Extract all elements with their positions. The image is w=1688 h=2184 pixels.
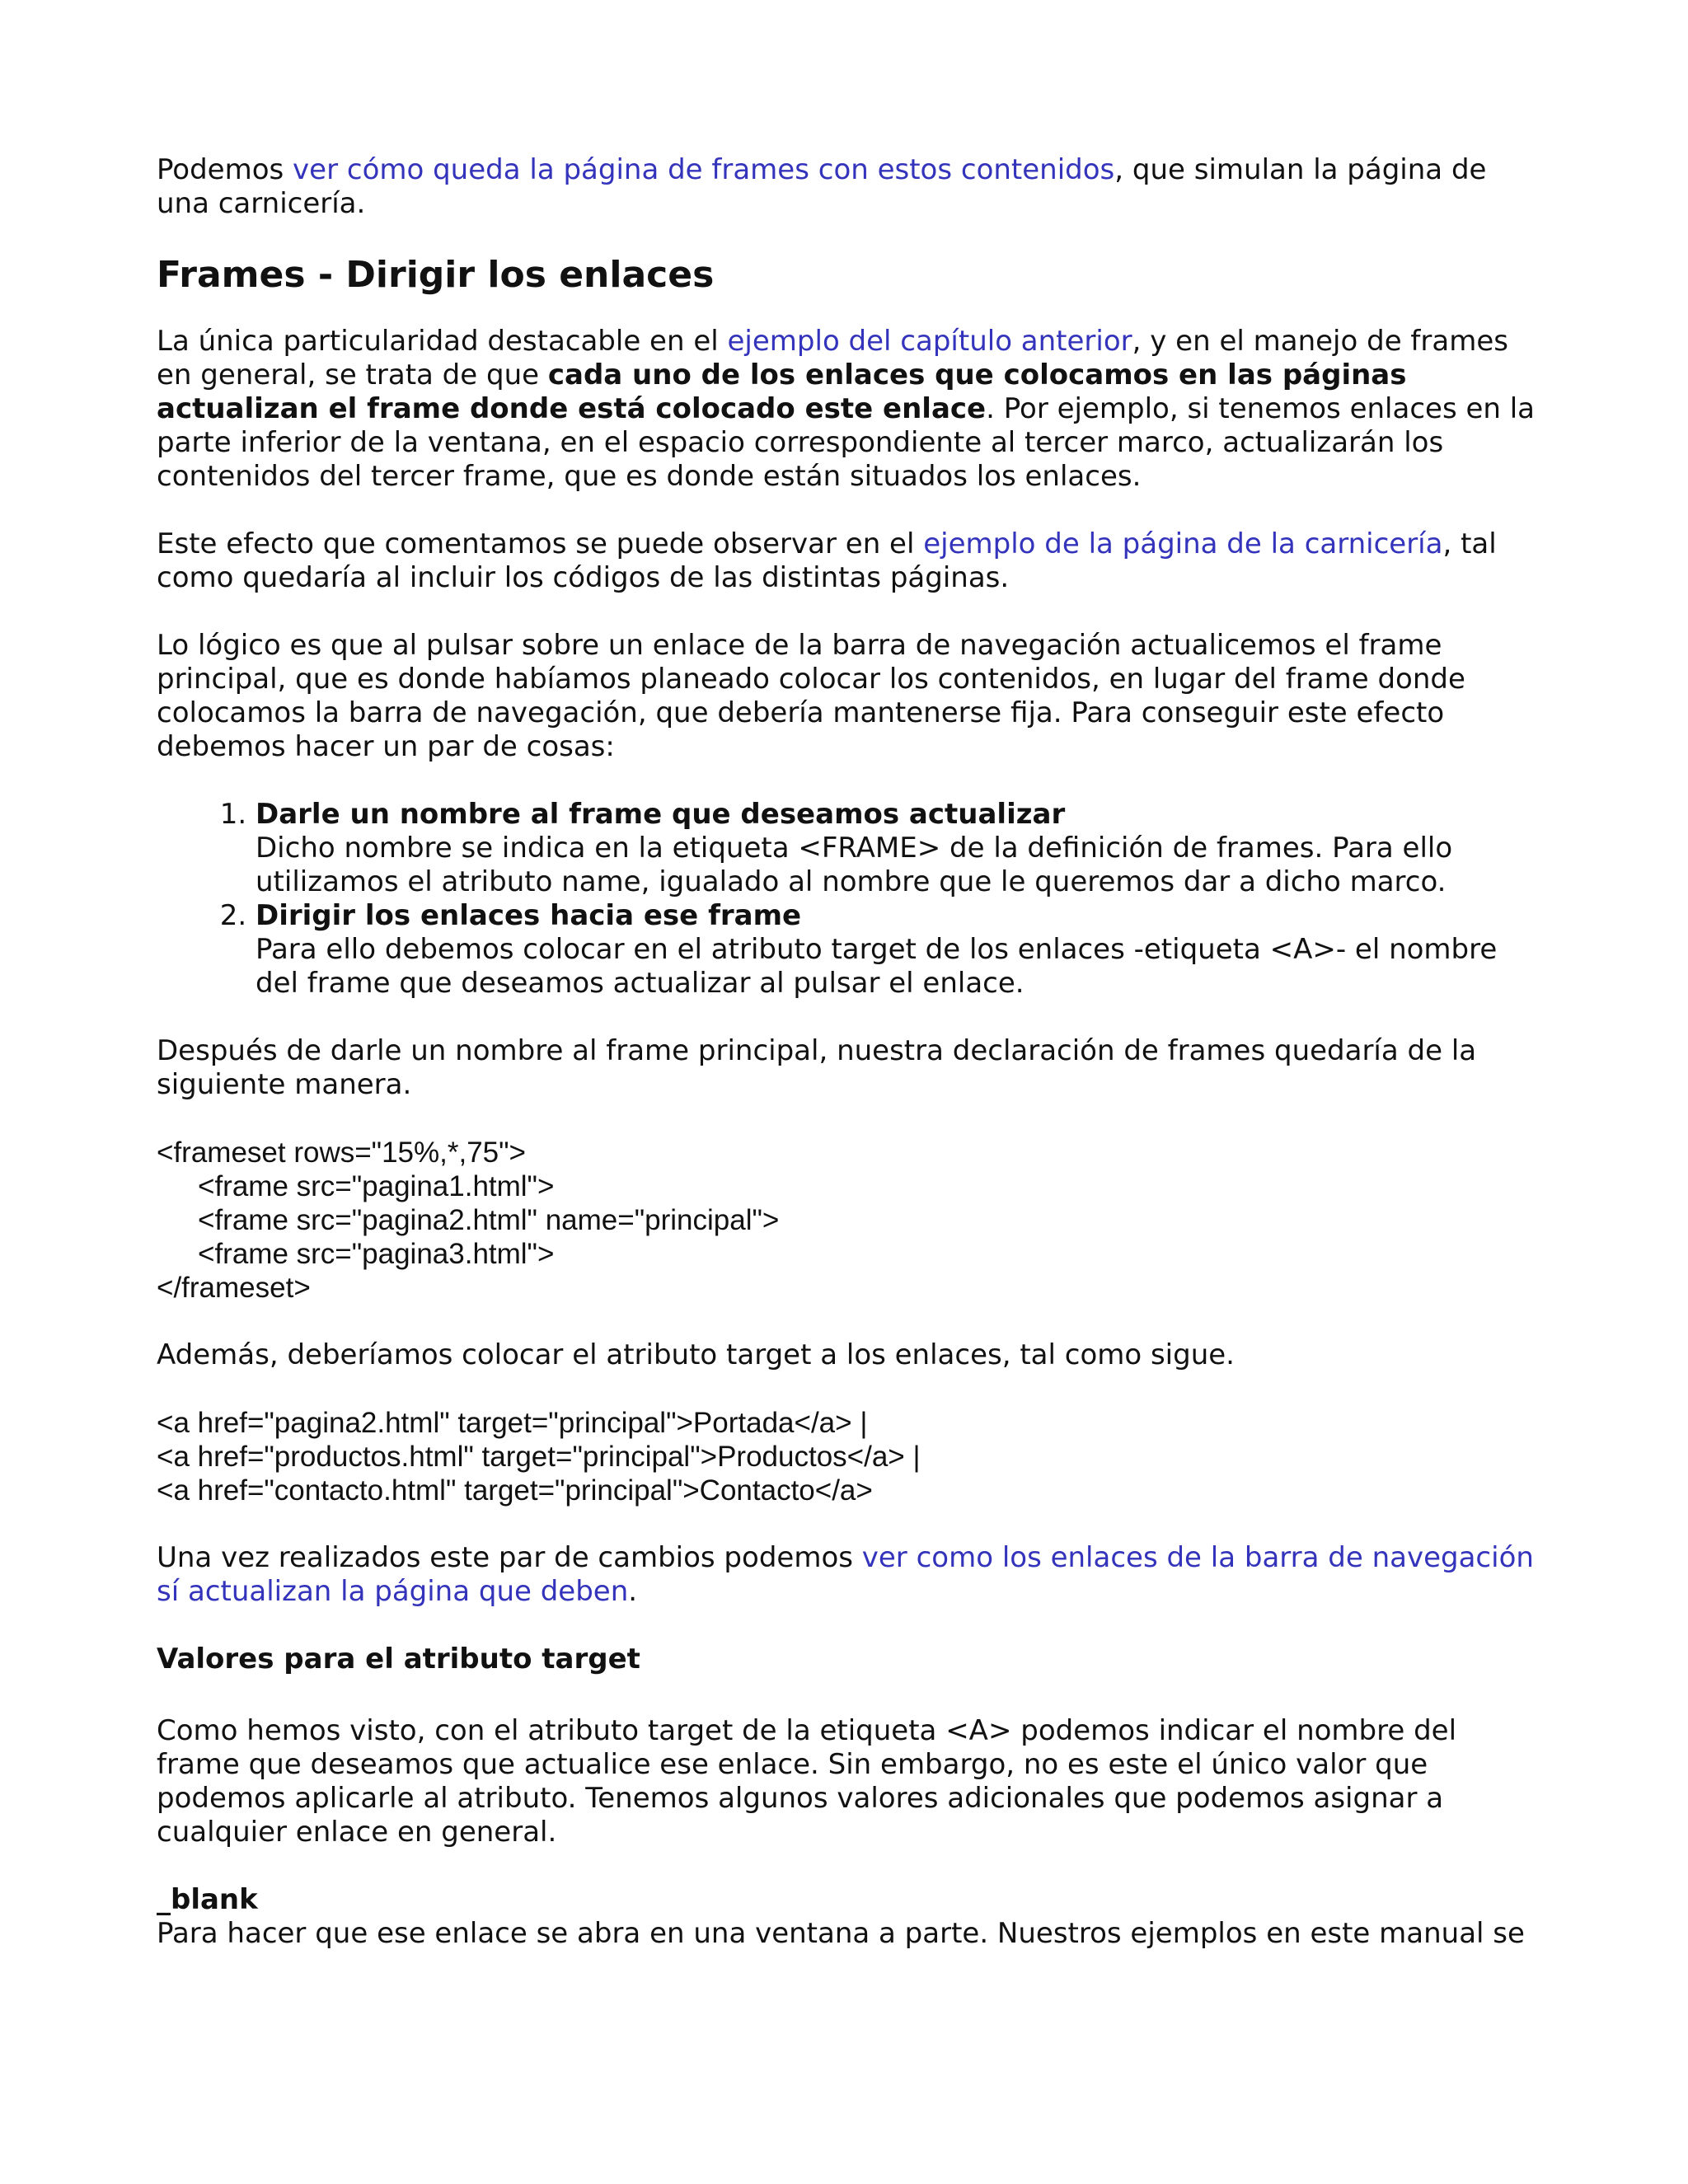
p1-text-mid: , y en el manejo de frames en general, se trata de que [157, 325, 1508, 391]
paragraph-particularity [157, 325, 1541, 494]
p6-text-pre: Una vez realizados este par de cambios podemos [157, 1541, 862, 1574]
step-description: Dicho nombre se indica en la etiqueta <FRAME> de la definición de frames. Para ello utilizamos el atributo name, igualado al nombre que le queremos dar a dicho marco. [256, 832, 1453, 898]
frameset-code-block [157, 1136, 1541, 1305]
paragraph-effect [157, 527, 1541, 595]
links-code-block [157, 1406, 1541, 1507]
intro-text-pre: Podemos [157, 153, 293, 186]
paragraph-target-values: Como hemos visto, con el atributo target de la etiqueta <A> podemos indicar el nombre del frame que deseamos que actualice ese enlace. Sin embargo, no es este el único valor que podemos aplicarle al atributo. Tenemos algunos valores adicionales que podemos asignar a cualquier enlace en general. [157, 1714, 1457, 1849]
paragraph-changes [157, 1541, 1541, 1609]
butcher-shop-example-link[interactable]: ejemplo de la página de la carnicería [923, 527, 1443, 560]
p6-text-post: . [628, 1575, 638, 1608]
step-description: Para ello debemos colocar en el atributo target de los enlaces -etiqueta <A>- el nombre del frame que deseamos actualizar al pulsar el enlace. [256, 933, 1498, 1000]
navigation-result-link[interactable]: ver como los enlaces de la barra de navegación sí actualizan la página que deben [157, 1541, 1534, 1608]
previous-chapter-example-link[interactable]: ejemplo del capítulo anterior [727, 325, 1132, 358]
code-line: <frameset rows="15%,*,75"> [157, 1137, 526, 1169]
code-line: <frame src="pagina2.html" name="principal"> [198, 1204, 780, 1236]
paragraph-declaration: Después de darle un nombre al frame principal, nuestra declaración de frames quedaría de la siguiente manera. [157, 1034, 1477, 1101]
paragraph-blank: Para hacer que ese enlace se abra en una ventana a parte. Nuestros ejemplos en este manual se [157, 1917, 1525, 1950]
code-line: <frame src="pagina1.html"> [198, 1170, 555, 1202]
step-title: 2. Dirigir los enlaces hacia ese frame [256, 899, 802, 932]
intro-text-post: , que simulan la página de una carnicería. [157, 153, 1487, 220]
step-title: 1. Darle un nombre al frame que deseamos actualizar [256, 798, 1066, 831]
intro-paragraph [157, 153, 1541, 221]
p1-text-post: . Por ejemplo, si tenemos enlaces en la parte inferior de la ventana, en el espacio correspondiente al tercer marco, actualizarán los contenidos del tercer frame, que es donde están situados los enlaces. [157, 392, 1536, 493]
code-line: <a href="contacto.html" target="principal">Contacto</a> [157, 1474, 873, 1507]
paragraph-logic: Lo lógico es que al pulsar sobre un enlace de la barra de navegación actualicemos el frame principal, que es donde habíamos planeado colocar los contenidos, en lugar del frame donde colocamos la barra de navegación, que debería mantenerse fija. Para conseguir este efecto debemos hacer un par de cosas: [157, 629, 1465, 763]
code-line: <a href="pagina2.html" target="principal">Portada</a> | [157, 1407, 868, 1439]
p2-text-pre: Este efecto que comentamos se puede observar en el [157, 527, 924, 560]
document-page [157, 153, 1541, 1951]
code-line: </frameset> [157, 1272, 311, 1304]
p1-bold-text: cada uno de los enlaces que colocamos en las páginas actualizan el frame donde está colocado este enlace [157, 359, 1407, 425]
code-line: <a href="productos.html" target="principal">Productos</a> | [157, 1441, 921, 1473]
list-item [256, 798, 1541, 899]
frames-page-link[interactable]: ver cómo queda la página de frames con estos contenidos [293, 153, 1115, 186]
section-title: Frames - Dirigir los enlaces [157, 254, 715, 296]
list-item [256, 899, 1541, 1001]
p1-text-pre: La única particularidad destacable en el [157, 325, 728, 358]
p2-text-post: , tal como quedaría al incluir los códigos de las distintas páginas. [157, 527, 1497, 594]
steps-list [157, 798, 1541, 1001]
blank-value-heading: _blank [157, 1883, 258, 1916]
paragraph-target: Además, deberíamos colocar el atributo target a los enlaces, tal como sigue. [157, 1338, 1235, 1371]
code-line: <frame src="pagina3.html"> [198, 1238, 555, 1270]
target-values-heading: Valores para el atributo target [157, 1643, 640, 1675]
